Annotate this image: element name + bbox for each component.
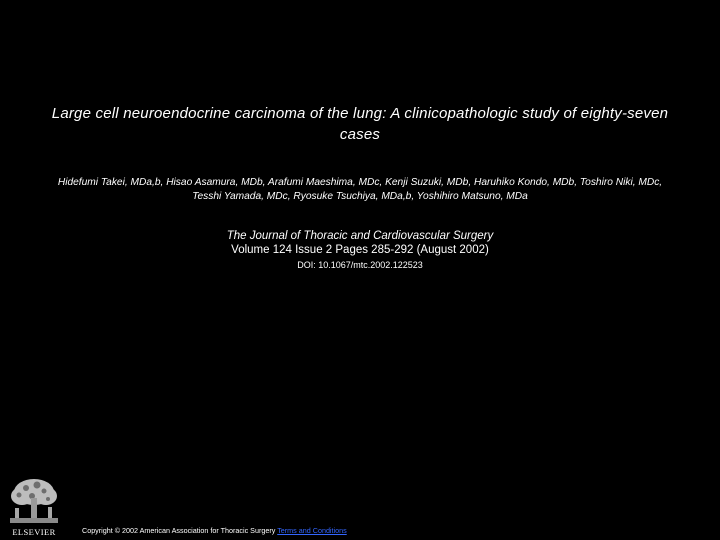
journal-citation [120, 229, 600, 257]
elsevier-logo [6, 476, 62, 538]
journal-name: The Journal of Thoracic and Cardiovascular Surgery [226, 230, 494, 242]
article-title: Large cell neuroendocrine carcinoma of the lung: A clinicopathologic study of eighty-seven cases [51, 105, 669, 143]
doi: DOI: 10.1067/mtc.2002.122523 [297, 260, 423, 270]
author-line: Tesshi Yamada, MDc, Ryosuke Tsuchiya, MDa,b, Yoshihiro Matsuno, MDa [192, 191, 528, 202]
author-list [20, 176, 700, 204]
author-line: Hidefumi Takei, MDa,b, Hisao Asamura, MDb, Arafumi Maeshima, MDc, Kenji Suzuki, MDb, Haruhiko Kondo, MDb, Toshiro Niki, MDc, [57, 177, 663, 188]
footer [82, 526, 347, 535]
elsevier-tree-logo-icon [6, 476, 62, 526]
terms-link[interactable]: Terms and Conditions [277, 526, 347, 535]
copyright-text: Copyright © 2002 American Association for Thoracic Surgery [82, 526, 276, 535]
journal-volume: Volume 124 Issue 2 Pages 285-292 (August 2002) [231, 244, 489, 256]
elsevier-wordmark: ELSEVIER [12, 527, 56, 537]
